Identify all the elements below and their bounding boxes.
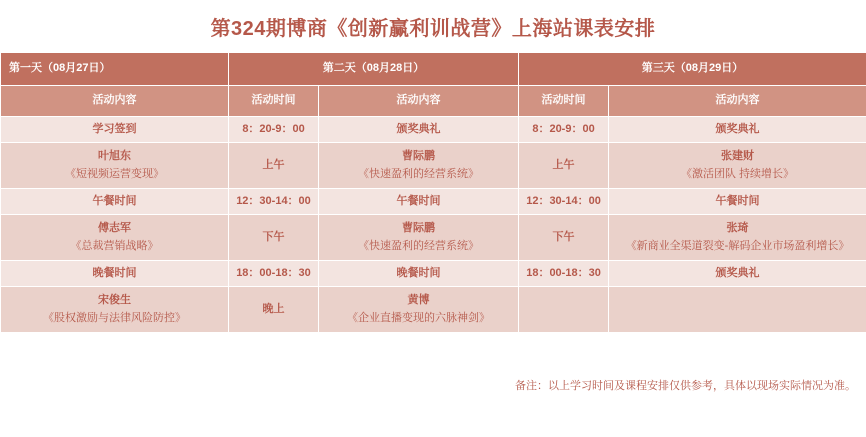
cell-day1-content: 午餐时间 (1, 189, 229, 215)
title-bar (0, 0, 866, 52)
cell-day3-content: 张琦 《新商业全渠道裂变-解码企业市场盈利增长》 (609, 215, 866, 261)
footer-note: 备注：以上学习时间及课程安排仅供参考，具体以现场实际情况为准。 (515, 380, 856, 392)
cell-day2-time: 下午 (229, 215, 319, 261)
cell-day1-content: 学习签到 (1, 117, 229, 143)
cell-day3-content: 颁奖典礼 (609, 117, 866, 143)
cell-day3-time: 上午 (519, 143, 609, 189)
cell-day2-content: 颁奖典礼 (319, 117, 519, 143)
cell-day3-content: 张建财 《激活团队 持续增长》 (609, 143, 866, 189)
cell-day2-content: 午餐时间 (319, 189, 519, 215)
subheader-day3-time: 活动时间 (519, 86, 609, 117)
schedule-table (0, 52, 866, 333)
cell-day2-time: 12：30-14：00 (229, 189, 319, 215)
footer (0, 333, 866, 437)
subheader-day2-time: 活动时间 (229, 86, 319, 117)
cell-day3-content: 颁奖典礼 (609, 261, 866, 287)
day-header-2: 第二天（08月28日） (229, 53, 519, 86)
cell-day3-time: 12：30-14：00 (519, 189, 609, 215)
cell-day1-content: 傅志军 《总裁营销战略》 (1, 215, 229, 261)
cell-day3-time: 18：00-18：30 (519, 261, 609, 287)
cell-day3-time: 下午 (519, 215, 609, 261)
cell-day2-time: 8：20-9：00 (229, 117, 319, 143)
cell-day2-content: 黄博 《企业直播变现的六脉神剑》 (319, 287, 519, 333)
cell-day2-time: 18：00-18：30 (229, 261, 319, 287)
cell-day2-content: 曹际鹏 《快速盈利的经营系统》 (319, 143, 519, 189)
cell-day1-content: 宋俊生 《股权激励与法律风险防控》 (1, 287, 229, 333)
day-header-1: 第一天（08月27日） (1, 53, 229, 86)
cell-day3-time (519, 287, 609, 333)
page-title: 第324期博商《创新赢利训战营》上海站课表安排 (210, 17, 656, 40)
table-row (1, 261, 866, 287)
cell-day1-content: 晚餐时间 (1, 261, 229, 287)
table-row (1, 143, 866, 189)
day-header-3: 第三天（08月29日） (519, 53, 866, 86)
cell-day2-time: 晚上 (229, 287, 319, 333)
subheader-day3-content: 活动内容 (609, 86, 866, 117)
table-row-sub-headers (1, 86, 866, 117)
table-row (1, 189, 866, 215)
cell-day2-content: 晚餐时间 (319, 261, 519, 287)
cell-day3-time: 8：20-9：00 (519, 117, 609, 143)
table-row-day-headers (1, 53, 866, 86)
subheader-day1-content: 活动内容 (1, 86, 229, 117)
table-row (1, 287, 866, 333)
subheader-day2-content: 活动内容 (319, 86, 519, 117)
cell-day3-content: 午餐时间 (609, 189, 866, 215)
cell-day2-time: 上午 (229, 143, 319, 189)
cell-day2-content: 曹际鹏 《快速盈利的经营系统》 (319, 215, 519, 261)
cell-day3-content (609, 287, 866, 333)
table-row (1, 215, 866, 261)
table-row (1, 117, 866, 143)
cell-day1-content: 叶旭东 《短视频运营变现》 (1, 143, 229, 189)
